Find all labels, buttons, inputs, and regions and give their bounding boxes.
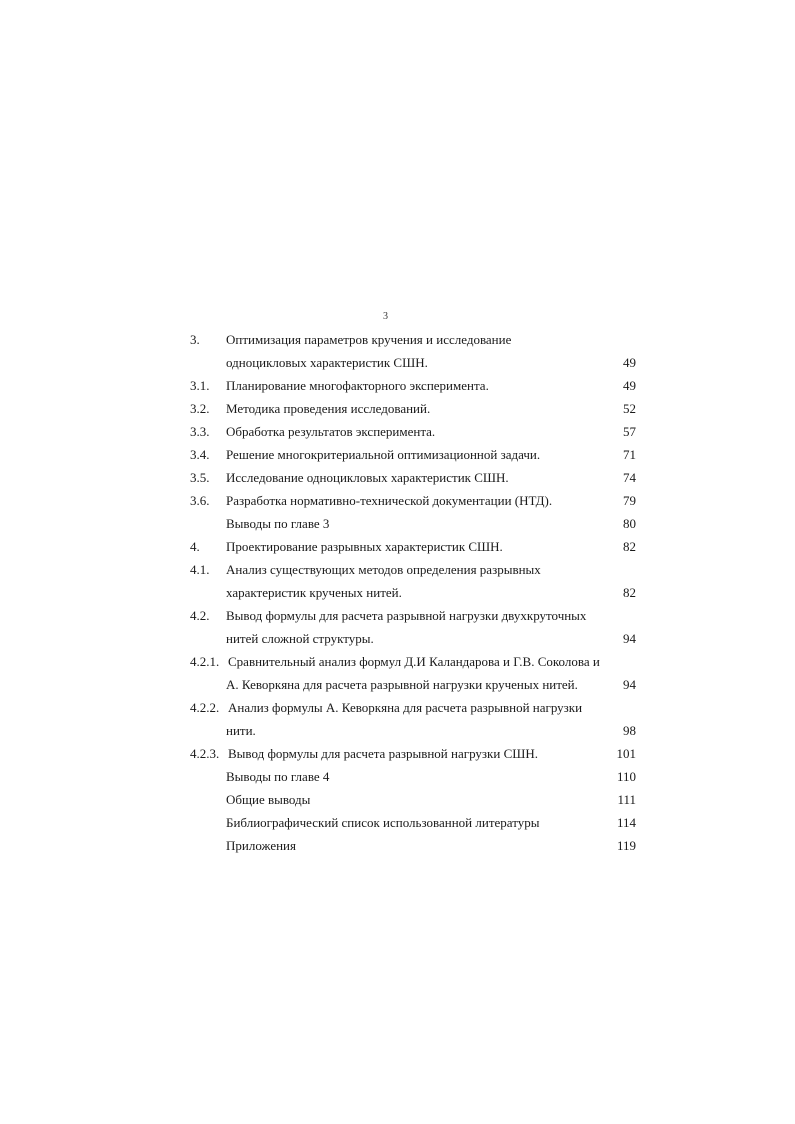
toc-title: характеристик крученых нитей. <box>226 585 402 600</box>
toc-entry <box>190 328 638 374</box>
toc-line <box>190 650 638 673</box>
toc-line <box>190 742 638 765</box>
toc-entry <box>190 489 638 512</box>
toc-line <box>190 443 638 466</box>
toc-page-number: 119 <box>616 838 636 853</box>
toc-number: 4.2. <box>190 608 210 623</box>
toc-line <box>190 328 638 351</box>
toc-title: Приложения <box>226 838 296 853</box>
toc-line <box>190 811 638 834</box>
toc-title: нити. <box>226 723 256 738</box>
toc-title: Вывод формулы для расчета разрывной нагрузки двухкруточных <box>226 608 587 623</box>
toc-title: Проектирование разрывных характеристик СШН. <box>226 539 503 554</box>
toc-number: 4.1. <box>190 562 210 577</box>
toc-title: одноцикловых характеристик СШН. <box>226 355 428 370</box>
toc-title: Библиографический список использованной литературы <box>226 815 540 830</box>
toc-page-number: 82 <box>623 585 636 600</box>
toc-line <box>190 420 638 443</box>
toc-title: Сравнительный анализ формул Д.И Каландарова и Г.В. Соколова и <box>228 654 600 669</box>
toc-number: 3. <box>190 332 200 347</box>
toc-entry <box>190 512 638 535</box>
toc-entry <box>190 788 638 811</box>
toc-title: Оптимизация параметров кручения и исследование <box>226 332 512 347</box>
toc-line <box>190 719 638 742</box>
toc-title: Обработка результатов эксперимента. <box>226 424 436 439</box>
toc-page-number: 114 <box>616 815 636 830</box>
toc-line <box>190 834 638 857</box>
toc-page-number: 94 <box>623 631 636 646</box>
toc-number: 3.6. <box>190 493 210 508</box>
toc-entry <box>190 834 638 857</box>
toc-page-number: 101 <box>616 746 636 761</box>
toc-title: нитей сложной структуры. <box>226 631 374 646</box>
toc-entry <box>190 374 638 397</box>
toc-number: 3.4. <box>190 447 210 462</box>
toc-line <box>190 558 638 581</box>
toc-page-number: 49 <box>623 378 636 393</box>
toc-page-number: 94 <box>623 677 636 692</box>
toc-number: 4.2.2. <box>190 700 220 715</box>
toc-page-number: 71 <box>623 447 636 462</box>
toc-line <box>190 604 638 627</box>
toc-title: Выводы по главе 4 <box>226 769 330 784</box>
toc-entry <box>190 558 638 604</box>
toc-title: А. Кеворкяна для расчета разрывной нагрузки крученых нитей. <box>226 677 578 692</box>
toc-page-number: 111 <box>617 792 636 807</box>
toc-title: Решение многокритериальной оптимизационной задачи. <box>226 447 541 462</box>
toc-line <box>190 673 638 696</box>
toc-line <box>190 512 638 535</box>
toc-page-number: 57 <box>623 424 636 439</box>
toc-title: Анализ формулы А. Кеворкяна для расчета разрывной нагрузки <box>228 700 583 715</box>
toc-entry <box>190 742 638 765</box>
toc-entry <box>190 443 638 466</box>
toc-number: 4.2.1. <box>190 654 220 669</box>
toc-title: Общие выводы <box>226 792 311 807</box>
toc-title: Исследование одноцикловых характеристик СШН. <box>226 470 509 485</box>
table-of-contents <box>190 328 638 857</box>
toc-page-number: 52 <box>623 401 636 416</box>
toc-page-number: 79 <box>623 493 636 508</box>
toc-page-number: 82 <box>623 539 636 554</box>
toc-entry <box>190 765 638 788</box>
toc-title: Методика проведения исследований. <box>226 401 431 416</box>
toc-line <box>190 788 638 811</box>
toc-line <box>190 397 638 420</box>
toc-entry <box>190 696 638 742</box>
toc-line <box>190 696 638 719</box>
toc-line <box>190 489 638 512</box>
toc-entry <box>190 535 638 558</box>
toc-page-number: 110 <box>616 769 636 784</box>
toc-entry <box>190 604 638 650</box>
toc-page-number: 74 <box>623 470 636 485</box>
toc-entry <box>190 650 638 696</box>
toc-title: Вывод формулы для расчета разрывной нагрузки СШН. <box>228 746 538 761</box>
toc-line <box>190 581 638 604</box>
toc-title: Анализ существующих методов определения разрывных <box>226 562 541 577</box>
toc-number: 3.3. <box>190 424 210 439</box>
toc-page-number: 49 <box>623 355 636 370</box>
toc-page-number: 80 <box>623 516 636 531</box>
toc-title: Выводы по главе 3 <box>226 516 330 531</box>
toc-number: 3.2. <box>190 401 210 416</box>
toc-entry <box>190 420 638 443</box>
toc-title: Планирование многофакторного эксперимента. <box>226 378 489 393</box>
toc-line <box>190 535 638 558</box>
toc-line <box>190 765 638 788</box>
toc-line <box>190 351 638 374</box>
toc-title: Разработка нормативно-технической документации (НТД). <box>226 493 553 508</box>
toc-number: 3.5. <box>190 470 210 485</box>
toc-entry <box>190 466 638 489</box>
toc-line <box>190 374 638 397</box>
toc-number: 4. <box>190 539 200 554</box>
toc-number: 4.2.3. <box>190 746 220 761</box>
toc-page-number: 98 <box>623 723 636 738</box>
toc-number: 3.1. <box>190 378 210 393</box>
toc-line <box>190 466 638 489</box>
toc-entry <box>190 397 638 420</box>
toc-entry <box>190 811 638 834</box>
page-number: 3 <box>383 311 388 322</box>
toc-line <box>190 627 638 650</box>
